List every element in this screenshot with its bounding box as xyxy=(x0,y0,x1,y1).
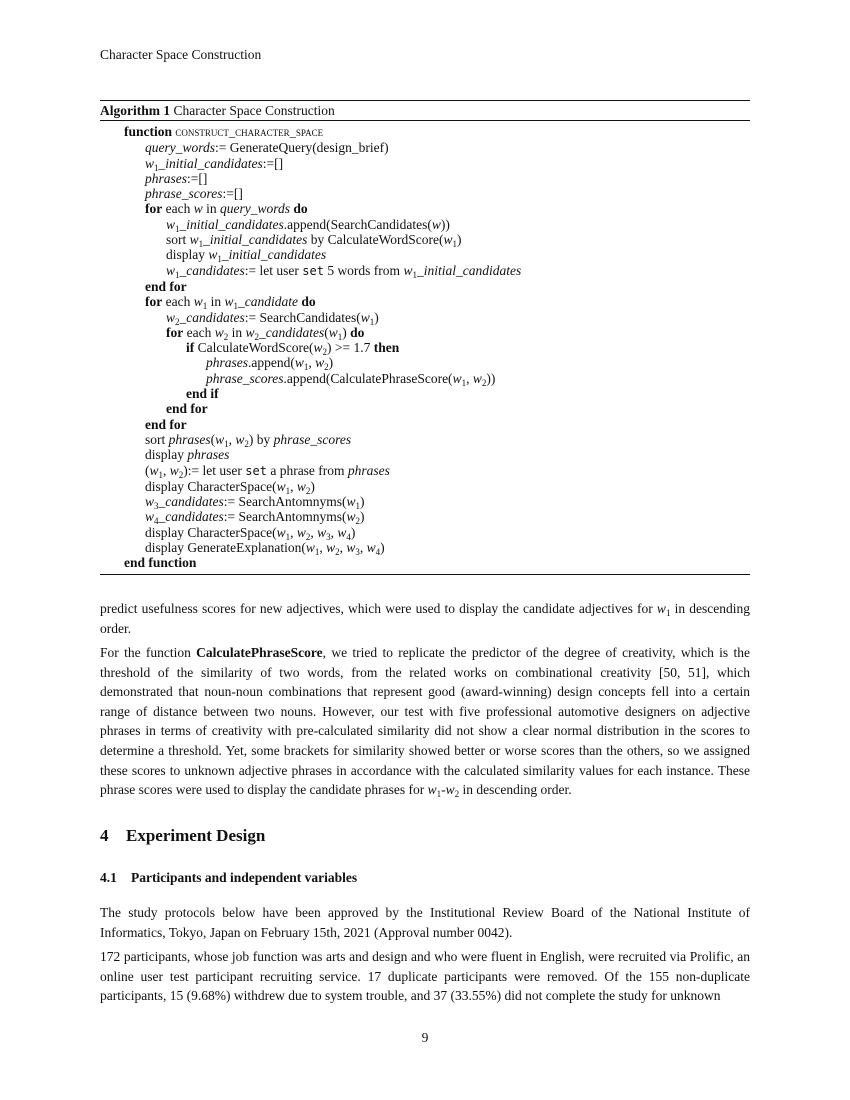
function-name: CalculatePhraseScore xyxy=(196,645,323,660)
algo-line: $w_1\_initial\_candidates:=[]$ xyxy=(145,155,284,173)
algo-line: sort $phrases(w_1$, $w_2$) by phrase_scores xyxy=(145,431,352,449)
algorithm-body xyxy=(100,121,750,574)
subsection-heading: 4.1 Participants and independent variables xyxy=(100,870,358,885)
algo-line: for each $w_1$ in $w_1\_candidate$ do xyxy=(145,294,316,312)
algo-line: query_words:= GenerateQuery(design_brief) xyxy=(145,140,389,156)
section-heading: 4 Experiment Design xyxy=(100,826,266,845)
algo-line: display phrases xyxy=(145,447,230,463)
algo-line: end if xyxy=(186,386,219,402)
algo-line: $w_4\_candidates:=$ $SearchAntomnyms(w_2)$ xyxy=(145,509,365,527)
algo-line: $phrases.append(w_1$, $w_2$) xyxy=(206,355,334,373)
algo-line: display $GenerateExplanation(w_1$, $w_2$, $w_3$, $w_4$) xyxy=(145,540,385,558)
algo-line: phrase_scores:=[] xyxy=(145,186,243,202)
algo-line: $w_1\_candidates:=$ let user set 5 words from $w_1\_initial\_candidates$ xyxy=(166,262,522,280)
paragraph-4: 172 participants, whose job function was arts and design and who were fluent in English, were recruited via Prolific, an online user test participant recruiting service. 17 duplicate participants were removed. Of the 155 non-duplicate participants, 15 (9.68%) withdrew due to system trouble, and 37 (33.55%) did not complete the study for unknown xyxy=(100,949,750,1004)
algorithm-caption xyxy=(100,101,750,121)
algorithm-label: Algorithm 1 xyxy=(100,103,171,118)
algo-line: display $CharacterSpace(w_1$, $w_2$) xyxy=(145,478,315,496)
paragraph-3: The study protocols below have been approved by the Institutional Review Board of the National Institute of Informatics, Tokyo, Japan on February 15th, 2021 (Approval number 0042). xyxy=(100,905,750,940)
paragraph-2: For the function CalculatePhraseScore, we tried to replicate the predictor of the degree of creativity, which is the threshold of the similarity of two words, from the related works on combinational creativity [50, 51], which demonstrated that noun-noun combinations that represent good (award-winning) design concepts fell into a certain range of distance between two nouns. However, our test with five professional automotive designers on adjective phrases in terms of creativity with pre-calculated similarity did not show a clear normal distribution in the scores to determine a threshold. Yet, some brackets for similarity showed better or worse scores than the others, so we assigned these scores to unknown adjective phrases in accordance with the calculated similarity values for each instance. These phrase scores were used to display the candidate phrases for $w_1-w_2$ in descending order. xyxy=(100,645,750,800)
algorithm-caption-text: Character Space Construction xyxy=(173,103,335,118)
algo-line: for each w in query_words do xyxy=(145,201,308,217)
algo-line: end function xyxy=(124,555,197,571)
algo-line: display $CharacterSpace(w_1$, $w_2$, $w_3$, $w_4$) xyxy=(145,524,356,542)
algo-line: $w_2\_candidates:=$ $SearchCandidates(w_1)$ xyxy=(166,309,379,327)
algo-line: phrases:=[] xyxy=(145,170,208,186)
algo-line: end for xyxy=(145,416,187,432)
algo-line: for each $w_2$ in $w_2\_candidates(w_1)$ do xyxy=(166,324,365,342)
algo-line: function construct_character_space xyxy=(124,124,324,139)
algo-line: end for xyxy=(145,278,187,294)
paragraph-1: predict usefulness scores for new adjectives, which were used to display the candidate adjectives for $w_1$ in descending order. xyxy=(100,601,750,636)
page-number: 9 xyxy=(421,1030,429,1045)
algo-line: $w_3\_candidates:=$ $SearchAntomnyms(w_1)$ xyxy=(145,494,365,512)
algo-line: $phrase\_scores.append(CalculatePhraseScore(w_1$, $w_2$)) xyxy=(206,370,496,388)
algo-line: if $CalculateWordScore(w_2) >= 1.7$ then xyxy=(186,340,400,358)
algo-line: end for xyxy=(166,401,208,417)
algorithm-box xyxy=(100,100,750,575)
running-header: Character Space Construction xyxy=(100,47,262,62)
algo-line: sort $w_1\_initial\_candidates$ by $CalculateWordScore(w_1)$ xyxy=(166,232,462,250)
algo-line: display $w_1\_initial\_candidates$ xyxy=(166,247,327,265)
algo-line: ($w_1$, $w_2):=$ let user set a phrase from phrases xyxy=(145,462,390,480)
algo-line: $w_1\_initial\_candidates.append(SearchCandidates(w))$ xyxy=(166,216,450,234)
